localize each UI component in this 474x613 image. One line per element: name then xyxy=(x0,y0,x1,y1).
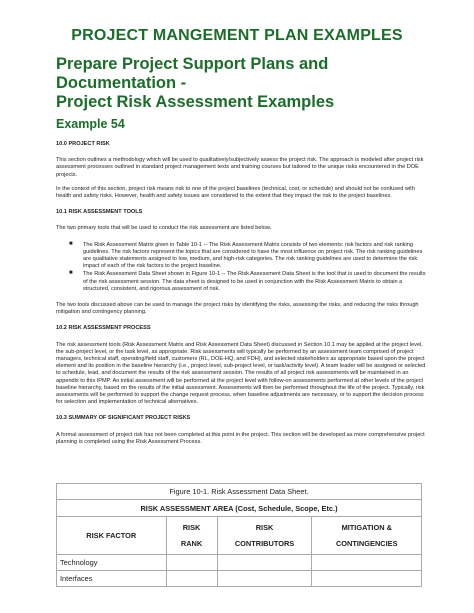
column-header-line: RISK xyxy=(182,522,201,532)
risk-rank-cell xyxy=(166,555,217,571)
list-item-text: The Risk Assessment Data Sheet shown in Figure 10-1 -- The Risk Assessment Data Sheet is the tool that is used to document the results of the risk assessment session. The data sheet is designed to be used in conjunction with the Risk Assessment Matrix to obtain a structured, consistent, and rigorous assessment of risk. xyxy=(83,271,426,292)
column-header-line: MITIGATION & xyxy=(341,522,392,532)
paragraph: In the context of this section, project risk means risk to one of the project baselines (technical, cost, or schedule) and should not be confused with health and safety risks. However, health and safety issues are considered to the extent that they impact the risk to the project baselines. xyxy=(56,185,415,200)
risk-assessment-area-header: RISK ASSESSMENT AREA (Cost, Schedule, Scope, Etc.) xyxy=(57,500,422,517)
risk-assessment-data-sheet xyxy=(56,483,422,587)
risk-factor-cell: Interfaces xyxy=(57,571,167,587)
bullet-list xyxy=(56,242,426,293)
section-heading: 10.0 PROJECT RISK xyxy=(56,141,110,147)
page-subtitle xyxy=(56,55,456,112)
table-area-row xyxy=(57,500,422,517)
table-caption-row xyxy=(57,484,422,500)
paragraph: The risk assessment tools (Risk Assessment Matrix and Risk Assessment Data Sheet) discussed in Section 10.1 may be applied at the project level, the sub-project level, or the task level, as appropriate. Risk assessments will typically be performed by an assessment team comprised of project managers, technical staff, operating/field staff, customers (RL, DOE-HQ, and FDH), and selected stakeholders as appropriate based upon the project element and its position in the baseline hierarchy (i.e., project level, sub-project level, or task/activity level). A team leader will be assigned or selected to schedule, lead, and document the results of the risk assessment session. The results of all project risk assessments will be maintained in an appendix to this IPMP. An initial assessment will be performed at the project level with follow-on assessments performed at other levels of the project baseline hierarchy, based on the results of the initial assessment. Assessments will then be performed throughout the life of the project. Typically, risk assessments will be performed to support the change request process, when baseline adjustments are necessary, or to support the decision process for selection and implementation of technical alternatives. xyxy=(56,341,426,406)
risk-rank-cell xyxy=(166,571,217,587)
section-heading: 10.3 SUMMARY OF SIGNIFICANT PROJECT RISKS xyxy=(56,415,191,422)
list-item-text: The Risk Assessment Matrix given in Table 10-1 -- The Risk Assessment Matrix consists of two elements: risk factors and risk ranking guidelines. The risk factors represent the topics that are considered to have the most influence on project risk. The risk ranking guidelines are qualitative statements assigned to low, medium, and high-risk categories. The risk ranking guidelines are used to determine the risk impact of each of the risk factors to the project baseline. xyxy=(83,241,423,270)
subtitle-line: Documentation - xyxy=(56,74,187,92)
column-header-risk-rank xyxy=(166,517,217,555)
mitigation-cell xyxy=(312,555,422,571)
column-header-line: RISK xyxy=(255,522,274,532)
table-row xyxy=(57,571,422,587)
example-label: Example 54 xyxy=(56,117,125,131)
subtitle-line: Project Risk Assessment Examples xyxy=(56,93,335,111)
column-header-line: CONTINGENCIES xyxy=(335,538,398,548)
column-header-line: CONTRIBUTORS xyxy=(234,538,295,548)
paragraph: The two primary tools that will be used to conduct the risk assessment are listed below. xyxy=(56,225,272,232)
column-header-line: RANK xyxy=(180,538,203,548)
column-header-risk-factor xyxy=(57,517,167,555)
paragraph: A formal assessment of project risk has not been completed at this point in the project. This section will be developed as more comprehensive project planning is completed using the Risk Assessment Process. xyxy=(56,431,425,445)
table-caption: Figure 10-1. Risk Assessment Data Sheet. xyxy=(57,484,422,500)
document-body xyxy=(56,141,426,446)
section-heading: 10.1 RISK ASSESSMENT TOOLS xyxy=(56,209,143,216)
risk-factor-cell: Technology xyxy=(57,555,167,571)
page-title: PROJECT MANGEMENT PLAN EXAMPLES xyxy=(71,27,403,44)
table-header-row xyxy=(57,517,422,555)
bullet-icon: ■ xyxy=(69,240,73,247)
list-item xyxy=(69,271,426,293)
column-header-line: RISK FACTOR xyxy=(86,530,137,540)
mitigation-cell xyxy=(312,571,422,587)
risk-contributors-cell xyxy=(217,555,312,571)
subtitle-line: Prepare Project Support Plans and xyxy=(56,55,329,73)
section-heading: 10.2 RISK ASSESSMENT PROCESS xyxy=(56,325,151,332)
paragraph: This section outlines a methodology which will be used to qualitatively/subjectively assess the project risk. The approach is modeled after project risk assessment processes outlined in standard project management texts and training courses but tailored to the unique risks encountered in the DOE projects. xyxy=(56,157,424,178)
bullet-icon: ■ xyxy=(69,270,73,277)
list-item xyxy=(69,242,426,271)
risk-contributors-cell xyxy=(217,571,312,587)
column-header-risk-contributors xyxy=(217,517,312,555)
table-row xyxy=(57,555,422,571)
paragraph: The two tools discussed above can be used to manage the project risks by identifying the risks, assessing the risks, and reducing the risks through mitigation and contingency planning. xyxy=(56,302,419,316)
column-header-mitigation xyxy=(312,517,422,555)
